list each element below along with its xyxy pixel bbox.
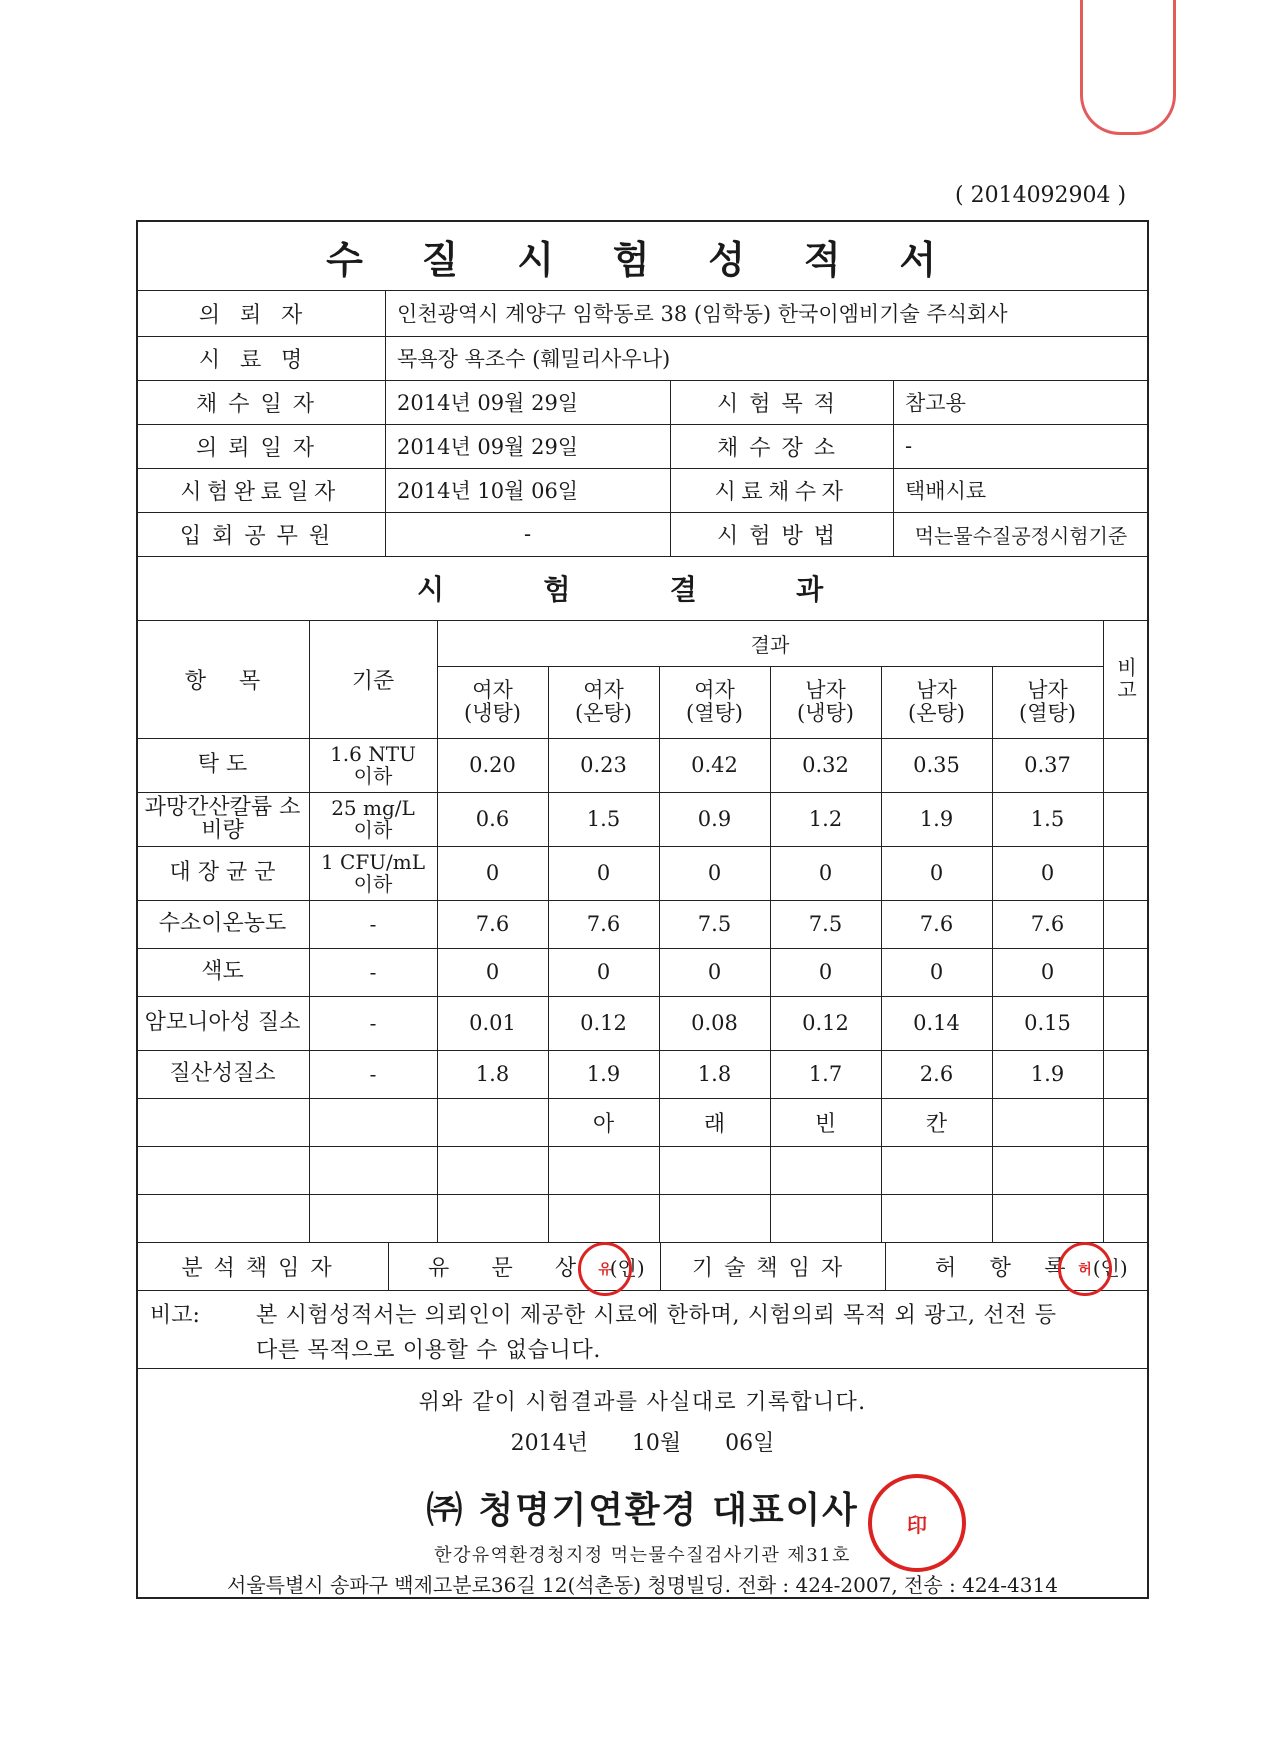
analyst-seal: 유	[578, 1242, 632, 1296]
result-value: 0.32	[802, 753, 849, 777]
result-value: 0	[818, 960, 833, 984]
statement: 위와 같이 시험결과를 사실대로 기록합니다.	[418, 1389, 867, 1415]
result-value: 0.37	[1024, 753, 1071, 777]
purpose-label: 시험목적	[716, 391, 846, 417]
result-standard: -	[369, 1062, 377, 1086]
result-standard: 1 CFU/mL 이하	[320, 850, 426, 896]
remarks-label: 비고:	[150, 1303, 200, 1328]
result-value: 7.6	[919, 912, 954, 936]
blank-note-char: 래	[703, 1111, 726, 1137]
result-column-header: 여자 (열탕)	[686, 677, 743, 725]
complete-date-value: 2014년 10월 06일	[397, 479, 579, 503]
sample-label: 시료명	[198, 347, 323, 373]
result-column-header: 남자 (온탕)	[908, 677, 965, 725]
remarks-line1: 본 시험성적서는 의뢰인이 제공한 시료에 한하며, 시험의뢰 목적 외 광고, 선전 등	[256, 1303, 1057, 1328]
method-value: 먹는물수질공정시험기준	[914, 523, 1128, 548]
collect-date-label: 채수일자	[195, 391, 325, 417]
requester-value: 인천광역시 계양구 임학동로 38 (임학동) 한국이엠비기술 주식회사	[397, 302, 1008, 326]
remarks-line2: 다른 목적으로 이용할 수 없습니다.	[256, 1338, 602, 1363]
result-value: 1.9	[1030, 1062, 1065, 1086]
item-header: 항목	[184, 668, 294, 694]
result-item-name: 수소이온농도	[158, 911, 287, 937]
result-value: 0.23	[580, 753, 627, 777]
issue-date: 2014년 10월 06일	[510, 1430, 775, 1456]
result-value: 1.5	[1030, 807, 1065, 831]
result-value: 0.15	[1024, 1011, 1071, 1035]
address: 서울특별시 송파구 백제고분로36길 12(석촌동) 청명빌딩. 전화 : 424-2007, 전송 : 424-4314	[227, 1572, 1058, 1597]
result-standard: -	[369, 1011, 377, 1035]
result-item-name: 탁 도	[197, 752, 248, 778]
result-item-name: 암모니아성 질소	[144, 1010, 301, 1036]
result-value: 0.9	[697, 807, 732, 831]
result-value: 1.7	[808, 1062, 843, 1086]
result-value: 0.12	[802, 1011, 849, 1035]
document-title: 수 질 시 험 성 적 서	[326, 236, 959, 282]
tech-seal: 허	[1058, 1242, 1112, 1296]
result-value: 1.2	[808, 807, 843, 831]
place-label: 채수장소	[716, 435, 846, 461]
blank-note-char: 빈	[814, 1111, 837, 1137]
result-value: 0.08	[691, 1011, 738, 1035]
result-value: 2.6	[919, 1062, 954, 1086]
result-value: 7.5	[697, 912, 732, 936]
top-stamp	[1080, 0, 1176, 135]
result-value: 7.5	[808, 912, 843, 936]
result-value: 1.9	[919, 807, 954, 831]
result-value: 0.14	[913, 1011, 960, 1035]
result-column-header: 남자 (열탕)	[1019, 677, 1076, 725]
result-value: 0.01	[469, 1011, 516, 1035]
result-item-name: 대 장 균 군	[169, 860, 276, 886]
result-value: 0	[707, 960, 722, 984]
result-value: 0	[596, 960, 611, 984]
result-value: 0	[818, 861, 833, 885]
result-header: 결과	[750, 632, 790, 657]
company-name: ㈜ 청명기연환경 대표이사	[426, 1489, 859, 1531]
requester-label: 의뢰자	[198, 302, 323, 328]
tech-label: 기술책임자	[691, 1255, 854, 1281]
method-label: 시험방법	[716, 523, 846, 549]
result-value: 1.8	[475, 1062, 510, 1086]
sample-value: 목욕장 욕조수 (훼밀리사우나)	[397, 347, 671, 371]
result-standard: -	[369, 960, 377, 984]
results-title: 시 험 결 과	[416, 573, 869, 606]
result-value: 0	[707, 861, 722, 885]
collector-label: 시료채수자	[714, 479, 849, 505]
tech-name: 허 항 록 (인)	[935, 1255, 1128, 1281]
purpose-value: 참고용	[905, 391, 966, 415]
document-number: ( 2014092904 )	[955, 183, 1127, 208]
result-item-name: 과망간산칼륨 소비량	[144, 794, 301, 843]
collect-date-value: 2014년 09월 29일	[397, 391, 579, 415]
result-value: 7.6	[475, 912, 510, 936]
result-standard: 1.6 NTU 이하	[330, 742, 416, 788]
result-value: 0	[485, 960, 500, 984]
request-date-value: 2014년 09월 29일	[397, 435, 579, 459]
result-value: 0	[1040, 960, 1055, 984]
analyst-label: 분석책임자	[181, 1255, 343, 1281]
result-value: 7.6	[1030, 912, 1065, 936]
result-value: 0	[485, 861, 500, 885]
result-column-header: 여자 (냉탕)	[464, 677, 521, 725]
official-value: -	[523, 522, 532, 546]
result-value: 7.6	[586, 912, 621, 936]
result-column-header: 남자 (냉탕)	[797, 677, 854, 725]
result-value: 0	[596, 861, 611, 885]
official-label: 입회공무원	[179, 523, 342, 549]
remark-header: 비고	[1113, 657, 1138, 701]
result-item-name: 질산성질소	[169, 1061, 276, 1087]
result-item-name: 색도	[201, 959, 244, 985]
result-value: 0	[929, 960, 944, 984]
result-value: 0.6	[475, 807, 510, 831]
result-value: 0	[929, 861, 944, 885]
result-value: 0.20	[469, 753, 516, 777]
result-value: 1.9	[586, 1062, 621, 1086]
complete-date-label: 시험완료일자	[180, 479, 341, 505]
standard-header: 기준	[351, 668, 395, 694]
result-column-header: 여자 (온탕)	[575, 677, 632, 725]
place-value: -	[905, 434, 913, 458]
result-value: 0.42	[691, 753, 738, 777]
result-value: 1.5	[586, 807, 621, 831]
result-value: 0	[1040, 861, 1055, 885]
request-date-label: 의뢰일자	[195, 435, 325, 461]
company-seal: 印	[868, 1474, 966, 1572]
analyst-name: 유 문 상 (인)	[428, 1255, 645, 1281]
blank-note-char: 아	[592, 1111, 615, 1137]
collector-value: 택배시료	[905, 479, 987, 503]
designation: 한강유역환경청지정 먹는물수질검사기관 제31호	[434, 1545, 851, 1566]
result-value: 0.12	[580, 1011, 627, 1035]
result-value: 0.35	[913, 753, 960, 777]
result-standard: 25 mg/L 이하	[331, 796, 415, 842]
result-standard: -	[369, 912, 377, 936]
blank-note-char: 칸	[925, 1111, 948, 1137]
result-value: 1.8	[697, 1062, 732, 1086]
